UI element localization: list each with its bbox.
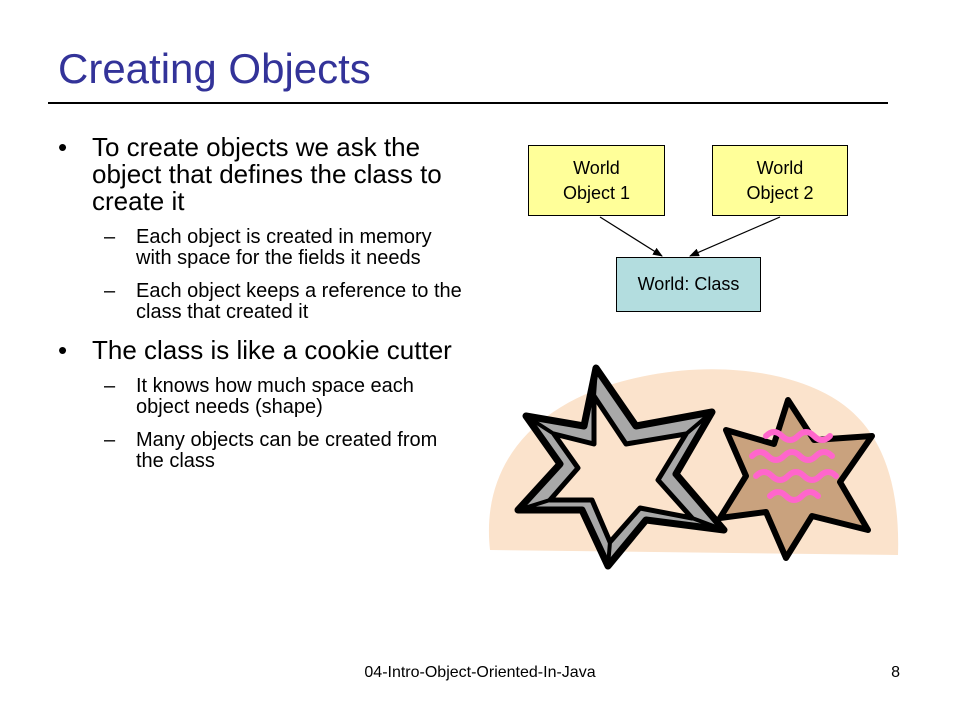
bullet-text: To create objects we ask the object that defines the class to create it	[92, 132, 442, 216]
bullet-item	[58, 134, 468, 215]
box-line: Object 2	[746, 182, 814, 203]
slide-title: Creating Objects	[58, 45, 371, 92]
sub-bullet-text: Each object is created in memory with space for the fields it needs	[136, 226, 432, 269]
box-line: Object 1	[562, 182, 631, 203]
box-line: World	[756, 157, 804, 178]
bullet-text: The class is like a cookie cutter	[92, 335, 452, 365]
bullet-item	[58, 337, 468, 364]
sub-bullet-item	[58, 227, 468, 269]
class-box-label: World: Class	[637, 274, 740, 294]
sub-bullet-text: It knows how much space each object needs (shape)	[136, 375, 414, 418]
dash-marker: –	[104, 429, 116, 451]
sub-bullet-item	[58, 376, 468, 418]
world-object-1-box	[528, 145, 665, 216]
sub-bullet-item	[58, 430, 468, 472]
bullet-marker: •	[58, 132, 68, 162]
bullet-marker: •	[58, 335, 68, 365]
arrow-object1-to-class	[600, 217, 662, 256]
cookie-cutter-icon	[480, 340, 920, 580]
title-underline	[48, 102, 888, 104]
sub-bullet-text: Each object keeps a reference to the class that created it	[136, 280, 462, 323]
dash-marker: –	[104, 375, 116, 397]
sub-bullet-text: Many objects can be created from the class	[136, 429, 438, 472]
dash-marker: –	[104, 226, 116, 248]
sub-bullet-item	[58, 281, 468, 323]
box-line: World	[573, 157, 620, 178]
bullet-list	[58, 134, 468, 472]
page-number: 8	[891, 664, 900, 681]
world-object-2-box	[712, 145, 848, 216]
dash-marker: –	[104, 280, 116, 302]
footer-text: 04-Intro-Object-Oriented-In-Java	[364, 664, 596, 681]
arrow-object2-to-class	[690, 217, 780, 256]
world-class-box	[616, 257, 761, 312]
